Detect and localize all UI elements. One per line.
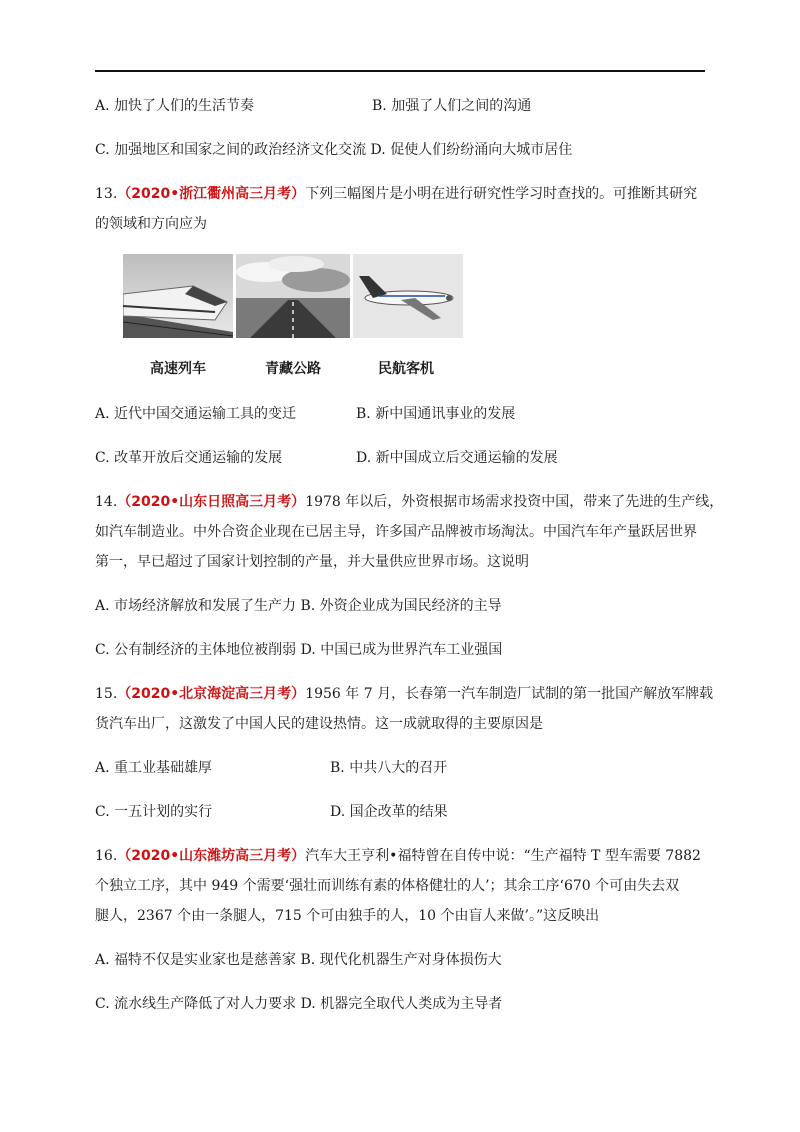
q13-option-c: C. 改革开放后交通运输的发展	[95, 450, 283, 466]
q14-stem-text1: 1978 年以后，外资根据市场需求投资中国，带来了先进的生产线，	[305, 494, 724, 510]
q12-option-cd: C. 加强地区和国家之间的政治经济文化交流 D. 促使人们纷纷涌向大城市居住	[95, 142, 573, 158]
q15-option-c: C. 一五计划的实行	[95, 804, 213, 820]
q14-stem-line1	[95, 492, 723, 512]
q16-source: （2020•山东潍坊高三月考）	[117, 848, 306, 864]
q14-source: （2020•山东日照高三月考）	[117, 494, 306, 510]
q16-number: 16.	[95, 848, 118, 864]
q16-stem-line3: 腿人，2367 个由一条腿人，715 个可由独手的人，10 个由盲人来做’。”这反映出	[95, 908, 600, 924]
q12-option-b: B. 加强了人们之间的沟通	[372, 98, 532, 114]
q16-stem-line2: 个独立工序，其中 949 个需要‘强壮而训练有素的体格健壮的人’；其余工序‘670 个可由失去双	[95, 878, 680, 894]
q15-option-d: D. 国企改革的结果	[330, 804, 448, 820]
q13-option-a: A. 近代中国交通运输工具的变迁	[95, 406, 297, 422]
q13-source: （2020•浙江衢州高三月考）	[117, 186, 306, 202]
header-rule	[95, 70, 705, 72]
q14-option-cd: C. 公有制经济的主体地位被削弱 D. 中国已成为世界汽车工业强国	[95, 642, 503, 658]
q13-stem-text1: 下列三幅图片是小明在进行研究性学习时查找的。可推断其研究	[305, 186, 698, 202]
q13-stem-line2: 的领域和方向应为	[95, 216, 207, 232]
highway-photo	[236, 254, 350, 338]
q14-number: 14.	[95, 494, 118, 510]
q15-stem-line1	[95, 684, 713, 704]
q13-stem-line1	[95, 184, 697, 204]
q16-option-cd: C. 流水线生产降低了对人力要求 D. 机器完全取代人类成为主导者	[95, 996, 503, 1012]
q13-option-d: D. 新中国成立后交通运输的发展	[356, 450, 558, 466]
q14-stem-line3: 第一，早已超过了国家计划控制的产量，并大量供应世界市场。这说明	[95, 554, 529, 570]
q13-option-b: B. 新中国通讯事业的发展	[356, 406, 516, 422]
caption-highway: 青藏公路	[265, 361, 321, 377]
q14-stem-line2: 如汽车制造业。中外合资企业现在已居主导，许多国产品牌被市场淘汰。中国汽车年产量跃居世界	[95, 524, 697, 540]
q15-option-b: B. 中共八大的召开	[330, 760, 448, 776]
q15-source: （2020•北京海淀高三月考）	[117, 686, 306, 702]
q15-number: 15.	[95, 686, 118, 702]
q16-stem-text1: 汽车大王亨利•福特曾在自传中说：“生产福特 T 型车需要 7882	[305, 848, 701, 864]
q14-option-ab: A. 市场经济解放和发展了生产力 B. 外资企业成为国民经济的主导	[95, 598, 502, 614]
q16-stem-line1	[95, 846, 701, 866]
q15-option-a: A. 重工业基础雄厚	[95, 760, 213, 776]
caption-airplane: 民航客机	[378, 361, 434, 377]
q16-option-ab: A. 福特不仅是实业家也是慈善家 B. 现代化机器生产对身体损伤大	[95, 952, 502, 968]
q15-stem-line2: 货汽车出厂，这激发了中国人民的建设热情。这一成就取得的主要原因是	[95, 716, 543, 732]
train-photo	[123, 254, 233, 338]
airplane-photo	[353, 254, 463, 338]
q13-number: 13.	[95, 186, 118, 202]
q12-option-a: A. 加快了人们的生活节奏	[95, 98, 255, 114]
q15-stem-text1: 1956 年 7 月，长春第一汽车制造厂试制的第一批国产解放军牌载	[305, 686, 714, 702]
caption-train: 高速列车	[150, 361, 206, 377]
